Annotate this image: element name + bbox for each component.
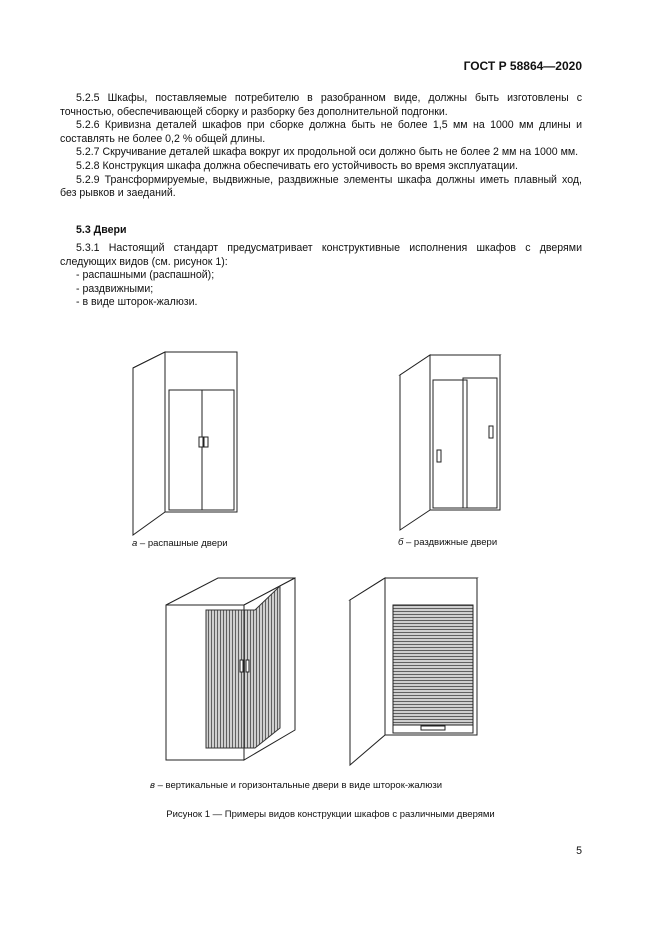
paragraph-5-3-1: 5.3.1 Настоящий стандарт предусматривает конструктивные исполнения шкафов с дверями следующих видов (см. рисунок 1): xyxy=(60,242,582,268)
list-item: - в виде шторок-жалюзи. xyxy=(76,296,198,309)
caption-letter: а xyxy=(132,538,138,549)
caption-v xyxy=(150,780,442,791)
paragraph-5-2-8: 5.2.8 Конструкция шкафа должна обеспечивать его устойчивость во время эксплуатации. xyxy=(76,159,518,172)
caption-text: – вертикальные и горизонтальные двери в виде шторок-жалюзи xyxy=(154,780,443,791)
paragraph-5-2-7: 5.2.7 Скручивание деталей шкафа вокруг их продольной оси должно быть не более 2 мм на 1000 мм. xyxy=(76,146,579,159)
cabinet-double-tambour-doors-drawing xyxy=(160,560,300,765)
document-header: ГОСТ Р 58864—2020 xyxy=(463,59,582,73)
list-item: - распашными (распашной); xyxy=(76,269,215,282)
caption-text: – распашные двери xyxy=(137,538,228,549)
paragraph-5-2-5: 5.2.5 Шкафы, поставляемые потребителю в разобранном виде, должны быть изготовлены с точностью, обеспечивающей сборку и разборку без дополнительной подгонки. xyxy=(60,92,582,118)
cabinet-sliding-doors-drawing xyxy=(395,340,510,540)
paragraph-5-2-6: 5.2.6 Кривизна деталей шкафов при сборке должна быть не более 1,5 мм на 1000 мм длины и составлять не более 0,2 % общей длины. xyxy=(60,119,582,145)
cabinet-horizontal-tambour-door-drawing xyxy=(345,560,480,770)
caption-text: – раздвижные двери xyxy=(403,537,498,548)
section-heading: 5.3 Двери xyxy=(76,224,127,236)
list-item: - раздвижными; xyxy=(76,282,154,295)
caption-a xyxy=(132,538,228,549)
requirements-block xyxy=(60,92,582,201)
paragraph-5-2-9: 5.2.9 Трансформируемые, выдвижные, раздвижные элементы шкафа должны иметь плавный ход, без рывков и заеданий. xyxy=(60,173,582,200)
page-number: 5 xyxy=(576,845,582,857)
caption-letter: в xyxy=(150,780,155,791)
figure-caption: Рисунок 1 — Примеры видов конструкции шкафов с различными дверями xyxy=(166,809,495,820)
doors-section xyxy=(60,242,582,310)
cabinet-hinged-doors-drawing xyxy=(125,340,245,540)
caption-letter: б xyxy=(398,537,404,548)
door-types-list xyxy=(60,269,582,310)
caption-b xyxy=(398,537,497,548)
